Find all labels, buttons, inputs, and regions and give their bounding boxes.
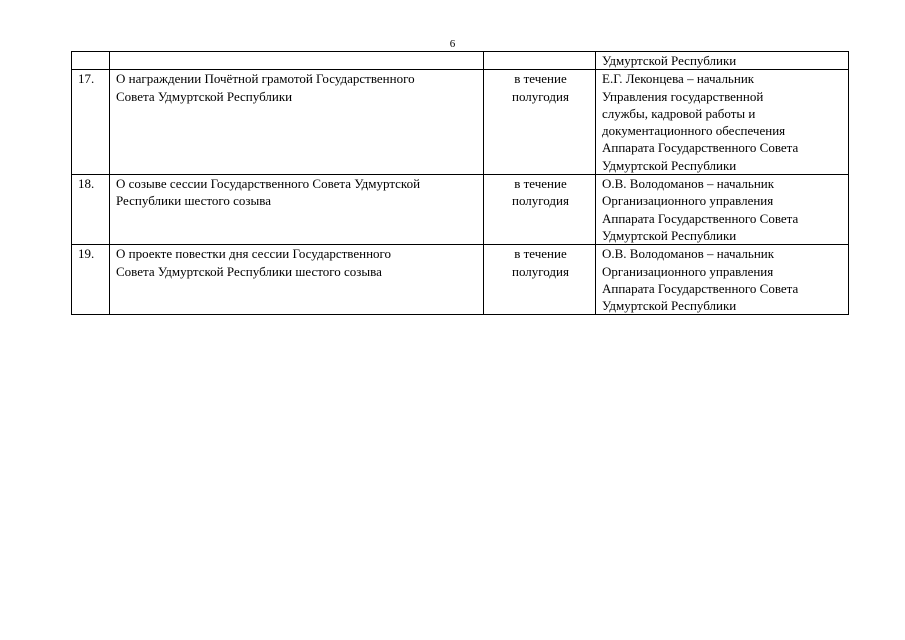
term-line: полугодия	[512, 88, 569, 104]
responsible-line: Управления государственной	[602, 88, 764, 104]
responsible-line: Организационного управления	[602, 263, 774, 279]
responsible-line: Удмуртской Республики	[602, 157, 737, 173]
table-row	[72, 70, 849, 175]
cell-number	[72, 52, 110, 70]
cell-title	[110, 52, 484, 70]
responsible-line: документационного обеспечения	[602, 123, 786, 139]
cell-responsible	[596, 245, 849, 315]
responsible-line: Аппарата Государственного Совета	[602, 210, 799, 226]
title-line: Республики шестого созыва	[116, 193, 271, 209]
cell-term	[484, 70, 596, 175]
plan-table	[71, 51, 849, 315]
cell-number: 19.	[72, 245, 110, 315]
title-line: О проекте повестки дня сессии Государственного	[116, 246, 392, 262]
page-number: 6	[449, 38, 456, 50]
table-row-continuation	[72, 52, 849, 70]
term-line: в течение	[514, 71, 567, 87]
cell-responsible	[596, 70, 849, 175]
responsible-line: О.В. Володоманов – начальник	[602, 246, 775, 262]
title-line: О созыве сессии Государственного Совета Удмуртской	[116, 176, 421, 192]
cell-responsible	[596, 175, 849, 245]
responsible-line: Удмуртской Республики	[602, 298, 737, 314]
responsible-line: О.В. Володоманов – начальник	[602, 176, 775, 192]
table-row	[72, 245, 849, 315]
term-line: в течение	[514, 176, 567, 192]
cell-term	[484, 175, 596, 245]
title-line: Совета Удмуртской Республики	[116, 88, 293, 104]
cell-number: 17.	[72, 70, 110, 175]
cell-title	[110, 70, 484, 175]
responsible-line: службы, кадровой работы и	[602, 105, 756, 121]
cell-title	[110, 245, 484, 315]
cell-responsible	[596, 52, 849, 70]
title-line: Совета Удмуртской Республики шестого созыва	[116, 263, 382, 279]
term-line: полугодия	[512, 263, 569, 279]
cell-number: 18.	[72, 175, 110, 245]
cell-term	[484, 52, 596, 70]
table-row	[72, 175, 849, 245]
responsible-line: Удмуртской Республики	[602, 227, 737, 243]
title-line: О награждении Почётной грамотой Государственного	[116, 71, 415, 87]
term-line: в течение	[514, 246, 567, 262]
cell-term	[484, 245, 596, 315]
responsible-line: Аппарата Государственного Совета	[602, 280, 799, 296]
responsible-line: Организационного управления	[602, 193, 774, 209]
responsible-line: Удмуртской Республики	[602, 53, 737, 68]
cell-title	[110, 175, 484, 245]
responsible-line: Е.Г. Леконцева – начальник	[602, 71, 755, 87]
responsible-line: Аппарата Государственного Совета	[602, 140, 799, 156]
term-line: полугодия	[512, 193, 569, 209]
